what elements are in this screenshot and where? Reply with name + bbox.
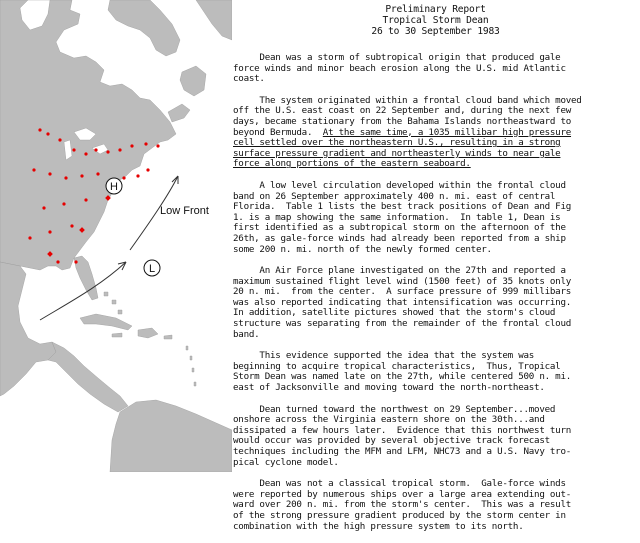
- paragraph-line: 26th, as gale-force winds had already been reported from a ship: [233, 233, 566, 244]
- track-dot: [106, 150, 109, 153]
- track-dot: [74, 260, 77, 263]
- paragraph-line: maximum sustained flight level wind (1500 feet) of 35 knots only: [233, 276, 572, 287]
- paragraph-line: Dean was a storm of subtropical origin that produced gale: [233, 53, 561, 63]
- track-dot: [122, 176, 125, 179]
- paragraph: [233, 479, 638, 532]
- track-dot: [136, 174, 139, 177]
- report-title: Preliminary Report: [385, 4, 486, 15]
- paragraph-line: combination with the high pressure system to its north.: [233, 521, 524, 532]
- paragraph-line: Dean was not a classical tropical storm. Gale-force winds: [233, 479, 566, 490]
- track-dot: [32, 168, 35, 171]
- report-subtitle: Tropical Storm Dean: [382, 15, 489, 26]
- paragraph-line: Storm Dean was named late on the 27th, while centered 500 n. mi.: [233, 372, 572, 383]
- paragraph-line: force along portions of the eastern seaboard.: [233, 159, 471, 170]
- low-pressure-label: L: [148, 263, 156, 275]
- paragraph-line: some 200 n. mi. north of the newly formed center.: [233, 244, 492, 255]
- report-header: [233, 4, 638, 37]
- paragraph-line: structure was separating from the remainder of the frontal cloud: [233, 319, 572, 330]
- paragraph-line: Dean turned toward the northwest on 29 September...moved: [233, 404, 556, 415]
- paragraph: [233, 351, 638, 393]
- paragraph-line: band on 26 September approximately 400 n. mi. east of central: [233, 191, 556, 202]
- paragraph-line: were reported by numerous ships over a large area extending out-: [233, 489, 572, 500]
- track-dot: [96, 172, 99, 175]
- paragraph-line: 20 n. mi. from the center. A surface pressure of 999 millibars: [233, 287, 572, 298]
- track-dot: [70, 224, 73, 227]
- high-pressure-label: H: [110, 181, 118, 193]
- report-document: [233, 4, 638, 543]
- track-dot: [156, 144, 159, 147]
- paragraph-line: beginning to acquire tropical characteristics, Thus, Tropical: [233, 361, 561, 372]
- paragraph-line: was also reported indicating that intensification was occurring.: [233, 297, 572, 308]
- paragraph-line: This evidence supported the idea that the system was: [233, 351, 535, 362]
- paragraph-line: surface pressure gradient and northeasterly winds to near gale: [233, 148, 561, 159]
- track-dot: [94, 148, 97, 151]
- paragraph-line: days, became stationary from the Bahama Islands northeastward to: [233, 116, 572, 127]
- paragraph-line: dissipated a few hours later. Evidence that this northwest turn: [233, 425, 572, 436]
- paragraph-line: first identified as a subtropical storm on the afternoon of the: [233, 223, 566, 234]
- track-dot: [62, 202, 65, 205]
- track-dot: [84, 152, 87, 155]
- paragraph: [233, 53, 638, 85]
- paragraph-line: beyond Bermuda. At the same time, a 1035 millibar high pressure: [233, 127, 572, 138]
- track-dot: [84, 198, 87, 201]
- track-dot: [46, 132, 49, 135]
- track-dot: [144, 142, 147, 145]
- paragraph: [233, 266, 638, 340]
- track-dot: [72, 148, 75, 151]
- paragraph: [233, 405, 638, 469]
- track-dot: [48, 230, 51, 233]
- track-dot: [28, 236, 31, 239]
- track-dot: [48, 172, 51, 175]
- low-front-label: Low Front: [160, 205, 209, 217]
- paragraph-line: Florida. Table 1 lists the best track positions of Dean and Fig: [233, 202, 572, 213]
- paragraph-line: off the U.S. east coast on 22 September and, during the next few: [233, 106, 572, 117]
- paragraph-line: band.: [233, 329, 260, 340]
- paragraph: [233, 96, 638, 170]
- underlined-text: At the same time, a 1035 millibar high pressure: [322, 127, 572, 138]
- track-dot: [146, 168, 149, 171]
- paragraph-line: The system originated within a frontal cloud band which moved: [233, 95, 582, 106]
- report-body: [233, 53, 638, 532]
- paragraph-line: An Air Force plane investigated on the 27th and reported a: [233, 266, 566, 277]
- paragraph-line: 1. is a map showing the same information. In table 1, Dean is: [233, 212, 561, 223]
- paragraph-line: cell settled over the northeastern U.S., resulting in a strong: [233, 138, 561, 149]
- track-dot: [118, 148, 121, 151]
- paragraph-line: force winds and minor beach erosion along the U.S. mid Atlantic: [233, 63, 566, 74]
- track-dot: [64, 176, 67, 179]
- track-dot: [42, 206, 45, 209]
- paragraph-line: onshore across the Virginia eastern shore on the 30th...and: [233, 415, 545, 426]
- track-dot: [56, 260, 59, 263]
- paragraph-line: east of Jacksonville and moving toward the north-northeast.: [233, 383, 545, 394]
- track-dot: [130, 144, 133, 147]
- paragraph-line: A low level circulation developed within the frontal cloud: [233, 180, 566, 191]
- track-dot: [38, 128, 41, 131]
- paragraph-line: would occur was provided by several objective track forecast: [233, 436, 550, 447]
- paragraph-line: techniques including the MFM and LFM, NHC73 and a U.S. Navy tro-: [233, 447, 572, 457]
- storm-map: [0, 0, 232, 472]
- paragraph-line: In addition, satellite pictures showed that the storm's cloud: [233, 308, 556, 319]
- report-dates: 26 to 30 September 1983: [371, 26, 500, 37]
- paragraph-line: of the strong pressure gradient produced by the storm center in: [233, 510, 566, 521]
- paragraph-line: ward over 200 n. mi. from the storm's center. This was a result: [233, 500, 572, 511]
- paragraph-line: coast.: [233, 74, 265, 85]
- track-dot: [58, 138, 61, 141]
- track-dot: [80, 174, 83, 177]
- paragraph: [233, 181, 638, 255]
- paragraph-line: pical cyclone model.: [233, 457, 339, 468]
